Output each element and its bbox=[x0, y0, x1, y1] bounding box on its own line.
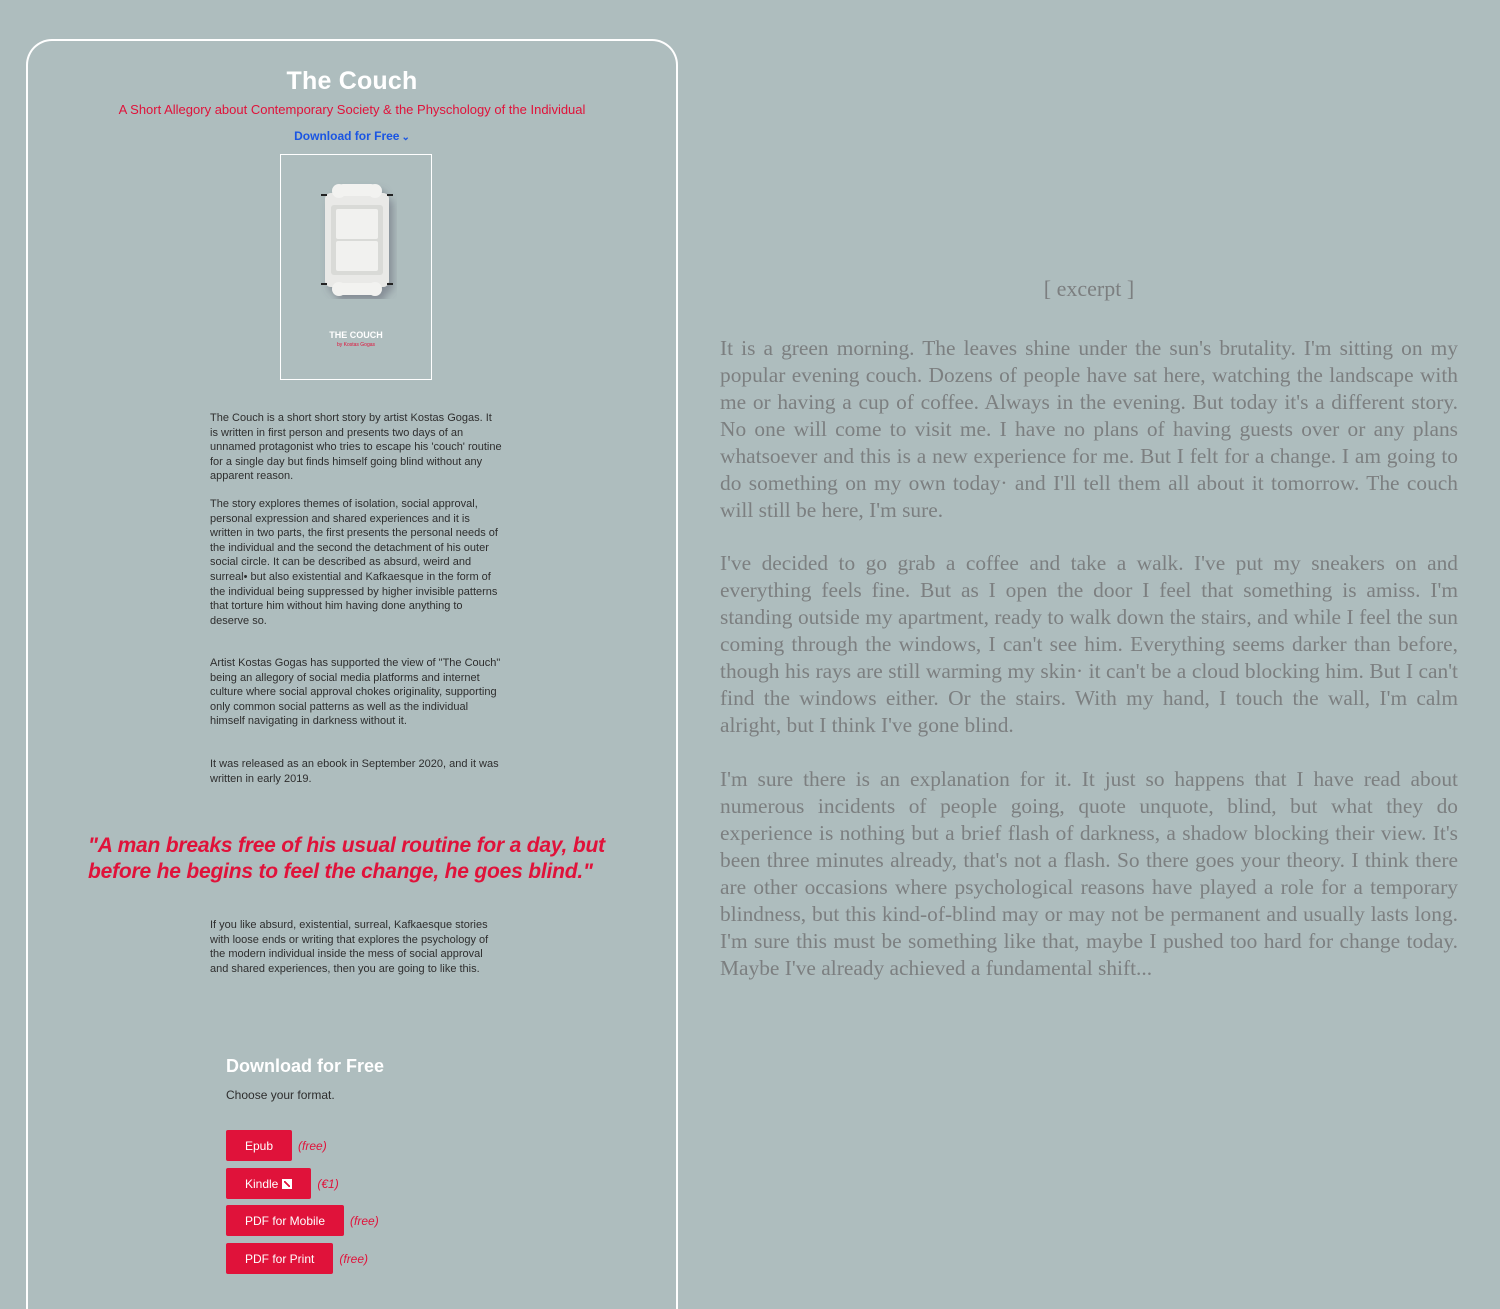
button-label: PDF for Mobile bbox=[245, 1213, 326, 1228]
excerpt-paragraph: It is a green morning. The leaves shine under the sun's brutality. I'm sitting on my popular evening couch. Dozens of people have sat here, watching the landscape with me or having a cup of coffee. Always in the evening. But today it's a different story. No one will come to visit me. I have no plans of having guests over or any plans whatsoever and this is a new experience for me. But I felt for a change. I am going to do something on my own today· and I'll tell them all about it tomorrow. The couch will still be here, I'm sure. bbox=[720, 336, 1458, 522]
book-title: The Couch bbox=[286, 67, 418, 95]
excerpt-paragraph: I'm sure there is an explanation for it. It just so happens that I have read about numerous incidents of people going, quote unquote, blind, but what they do experience is nothing but a brief flash of darkness, a shadow blocking their view. It's been three minutes already, that's not a flash. So there goes your theory. I think there are other occasions where psychological reasons have played a role for a temporary blindness, but this kind-of-blind may or may not be permanent and usually lasts long. I'm sure this must be something like that, maybe I pushed too hard for change today. Maybe I've already achieved a fundamental shift... bbox=[720, 767, 1458, 980]
chevron-down-icon: ⌄ bbox=[401, 132, 410, 143]
button-label: Epub bbox=[245, 1138, 274, 1153]
format-row-pdf-print bbox=[226, 1243, 368, 1274]
button-label: PDF for Print bbox=[245, 1251, 315, 1266]
download-dropdown-link[interactable] bbox=[28, 129, 676, 143]
description-paragraph: The story explores themes of isolation, social approval, personal expression and shared experiences and it is written in two parts, the first presents the personal needs of the individual and the second the detachment of his outer social circle. It can be described as absurd, weird and surreal• but also existential and Kafkaesque in the form of the individual being suppressed by higher invisible patterns that torture him without him having done anything to deserve so. bbox=[210, 498, 498, 627]
pull-quote: "A man breaks free of his usual routine for a day, but before he begins to feel the change, he goes blind." bbox=[88, 834, 605, 883]
cover-title: THE COUCH bbox=[329, 330, 383, 340]
book-panel bbox=[26, 39, 678, 1309]
description-paragraph: It was released as an ebook in September 2020, and it was written in early 2019. bbox=[210, 758, 499, 785]
button-label: Kindle bbox=[245, 1176, 279, 1191]
price-label: (free) bbox=[298, 1138, 327, 1153]
cover-author: by Kostas Gogas bbox=[336, 342, 376, 348]
kindle-download-button[interactable] bbox=[226, 1168, 311, 1199]
price-label: (free) bbox=[339, 1251, 369, 1266]
book-subtitle: A Short Allegory about Contemporary Society & the Physchology of the Individual bbox=[118, 102, 586, 117]
closing-paragraph: If you like absurd, existential, surreal, Kafkaesque stories with loose ends or writing that explores the psychology of the modern individual inside the mess of social approval and shared experiences, then you are going to like this. bbox=[210, 919, 489, 975]
description-paragraph: The Couch is a short short story by artist Kostas Gogas. It is written in first person and presents two days of an unnamed protagonist who tries to escape his 'couch' routine for a single day but finds himself going blind without any apparent reason. bbox=[210, 412, 502, 483]
couch-image bbox=[317, 179, 397, 299]
price-label: (€1) bbox=[317, 1176, 339, 1191]
epub-download-button[interactable] bbox=[226, 1130, 292, 1161]
excerpt-label: [ excerpt ] bbox=[1043, 276, 1135, 301]
book-cover bbox=[280, 154, 432, 380]
format-row-pdf-mobile bbox=[226, 1205, 379, 1236]
description-paragraph: Artist Kostas Gogas has supported the view of "The Couch" being an allegory of social media platforms and internet culture where social approval chokes originality, supporting only common social patterns as well as the individual himself navigating in darkness without it. bbox=[210, 657, 501, 728]
format-row-epub bbox=[226, 1130, 327, 1161]
format-row-kindle bbox=[226, 1168, 339, 1199]
pdf-mobile-download-button[interactable] bbox=[226, 1205, 344, 1236]
download-section-title: Download for Free bbox=[226, 1056, 385, 1076]
excerpt-paragraph: I've decided to go grab a coffee and take a walk. I've put my sneakers on and everything feels fine. But as I open the door I feel that something is amiss. I'm standing outside my apartment, ready to walk down the stairs, and while I feel the sun coming through the windows, I can't see him. Everything seems darker than before, though his rays are still warming my skin· it can't be a cloud blocking him. But I can't find the windows either. Or the stairs. With my hand, I touch the wall, I'm calm alright, but I think I've gone blind. bbox=[720, 551, 1458, 737]
price-label: (free) bbox=[350, 1213, 379, 1228]
download-link-label: Download for Free bbox=[294, 129, 400, 143]
download-section-subtitle: Choose your format. bbox=[226, 1088, 335, 1102]
pdf-print-download-button[interactable] bbox=[226, 1243, 333, 1274]
external-link-icon bbox=[282, 1179, 292, 1189]
